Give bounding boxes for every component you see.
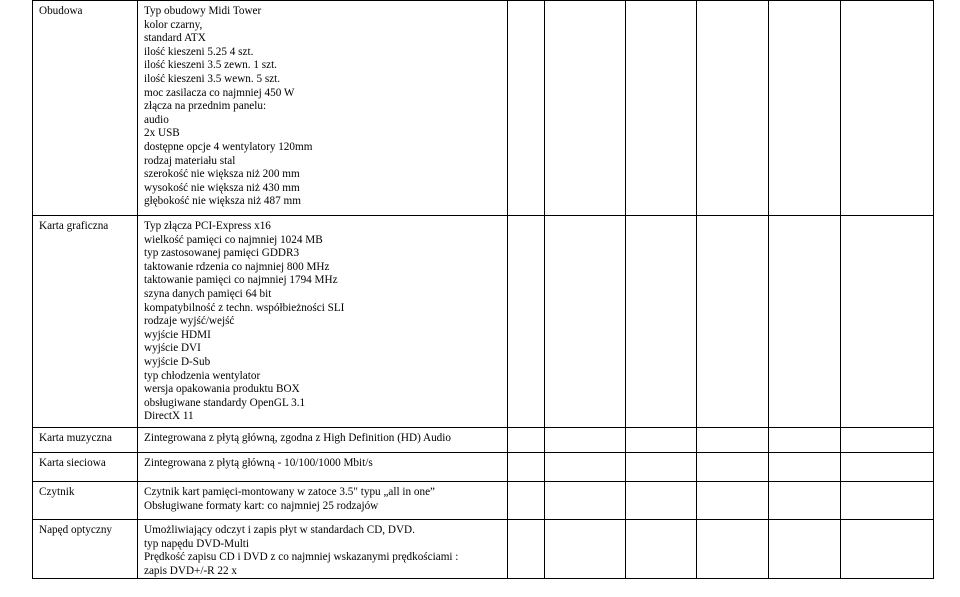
spec-line: wyjście DVI (144, 342, 201, 355)
empty-cell (697, 453, 769, 482)
empty-cell (508, 1, 545, 216)
component-name (33, 453, 138, 482)
table-row (33, 453, 934, 482)
spec-cell (138, 428, 508, 453)
spec-line: Umożliwiający odczyt i zapis płyt w standardach CD, DVD. (144, 524, 415, 536)
spec-line: kompatybilność z techn. współbieżności SLI (144, 301, 345, 314)
empty-cell (508, 216, 545, 428)
empty-cell (769, 482, 841, 520)
spec-cell (138, 216, 508, 428)
spec-line: typ zastosowanej pamięci GDDR3 (144, 247, 300, 260)
component-name-text: Napęd optyczny (39, 524, 113, 536)
spec-line: głębokość nie większa niż 487 mm (144, 195, 301, 208)
spec-line: taktowanie pamięci co najmniej 1794 MHz (144, 274, 338, 287)
empty-cell (626, 1, 697, 216)
spec-line: Zintegrowana z płytą główną - 10/100/1000 Mbit/s (144, 457, 373, 469)
component-name (33, 428, 138, 453)
empty-cell (545, 428, 626, 453)
spec-line: Typ złącza PCI-Express x16 (144, 220, 271, 232)
table-row (33, 216, 934, 428)
spec-line: wyjście HDMI (144, 328, 211, 341)
empty-cell (769, 428, 841, 453)
component-name-text: Karta sieciowa (39, 457, 106, 469)
component-name-text: Karta muzyczna (39, 432, 112, 444)
spec-line: Typ obudowy Midi Tower (144, 5, 262, 17)
spec-line: ilość kieszeni 3.5 wewn. 5 szt. (144, 72, 281, 85)
spec-line: DirectX 11 (144, 410, 194, 423)
spec-line: wyjście D-Sub (144, 355, 211, 368)
spec-cell (138, 1, 508, 216)
spec-line: wielkość pamięci co najmniej 1024 MB (144, 233, 323, 246)
empty-cell (769, 520, 841, 579)
spec-line: typ chłodzenia wentylator (144, 369, 261, 382)
spec-line: audio (144, 113, 169, 126)
spec-line: rodzaj materiału stal (144, 154, 236, 167)
empty-cell (626, 482, 697, 520)
component-name-text: Czytnik (39, 486, 75, 498)
component-name (33, 1, 138, 216)
empty-cell (697, 1, 769, 216)
empty-cell (841, 482, 934, 520)
spec-line: Zintegrowana z płytą główną, zgodna z High Definition (HD) Audio (144, 432, 451, 444)
empty-cell (508, 482, 545, 520)
spec-line: obsługiwane standardy OpenGL 3.1 (144, 396, 306, 409)
empty-cell (545, 482, 626, 520)
spec-line: Obsługiwane formaty kart: co najmniej 25 rodzajów (144, 499, 379, 512)
spec-line: moc zasilacza co najmniej 450 W (144, 86, 295, 99)
spec-line: Prędkość zapisu CD i DVD z co najmniej wskazanymi prędkościami : (144, 551, 459, 564)
spec-line: ilość kieszeni 3.5 zewn. 1 szt. (144, 59, 277, 72)
empty-cell (545, 216, 626, 428)
empty-cell (626, 428, 697, 453)
spec-line: szyna danych pamięci 64 bit (144, 287, 272, 300)
spec-line: Czytnik kart pamięci-montowany w zatoce 3.5" typu „all in one” (144, 486, 436, 498)
spec-cell (138, 482, 508, 520)
empty-cell (626, 453, 697, 482)
empty-cell (545, 520, 626, 579)
empty-cell (508, 428, 545, 453)
spec-line: taktowanie rdzenia co najmniej 800 MHz (144, 260, 330, 273)
empty-cell (769, 453, 841, 482)
table-row (33, 520, 934, 579)
spec-line: dostępne opcje 4 wentylatory 120mm (144, 140, 313, 153)
empty-cell (545, 453, 626, 482)
spec-line: rodzaje wyjść/wejść (144, 315, 235, 328)
empty-cell (841, 520, 934, 579)
empty-cell (769, 216, 841, 428)
component-name (33, 520, 138, 579)
component-name (33, 216, 138, 428)
empty-cell (508, 520, 545, 579)
empty-cell (697, 482, 769, 520)
empty-cell (545, 1, 626, 216)
empty-cell (626, 216, 697, 428)
spec-line: typ napędu DVD-Multi (144, 537, 250, 550)
spec-line: wersja opakowania produktu BOX (144, 383, 300, 396)
empty-cell (626, 520, 697, 579)
spec-line: kolor czarny, (144, 18, 203, 31)
spec-line: wysokość nie większa niż 430 mm (144, 181, 300, 194)
table-row (33, 428, 934, 453)
component-name-text: Obudowa (39, 5, 83, 17)
spec-cell (138, 453, 508, 482)
spec-line: szerokość nie większa niż 200 mm (144, 168, 300, 181)
spec-cell (138, 520, 508, 579)
empty-cell (841, 216, 934, 428)
empty-cell (769, 1, 841, 216)
empty-cell (697, 520, 769, 579)
table-row (33, 482, 934, 520)
spec-line: 2x USB (144, 127, 180, 140)
component-name (33, 482, 138, 520)
spec-table (32, 0, 934, 579)
spec-line: standard ATX (144, 32, 206, 45)
table-row (33, 1, 934, 216)
spec-line: złącza na przednim panelu: (144, 100, 267, 113)
empty-cell (697, 216, 769, 428)
empty-cell (508, 453, 545, 482)
empty-cell (841, 1, 934, 216)
empty-cell (841, 428, 934, 453)
empty-cell (841, 453, 934, 482)
spec-line: ilość kieszeni 5.25 4 szt. (144, 45, 254, 58)
spec-line: zapis DVD+/-R 22 x (144, 564, 238, 577)
component-name-text: Karta graficzna (39, 220, 109, 232)
empty-cell (697, 428, 769, 453)
